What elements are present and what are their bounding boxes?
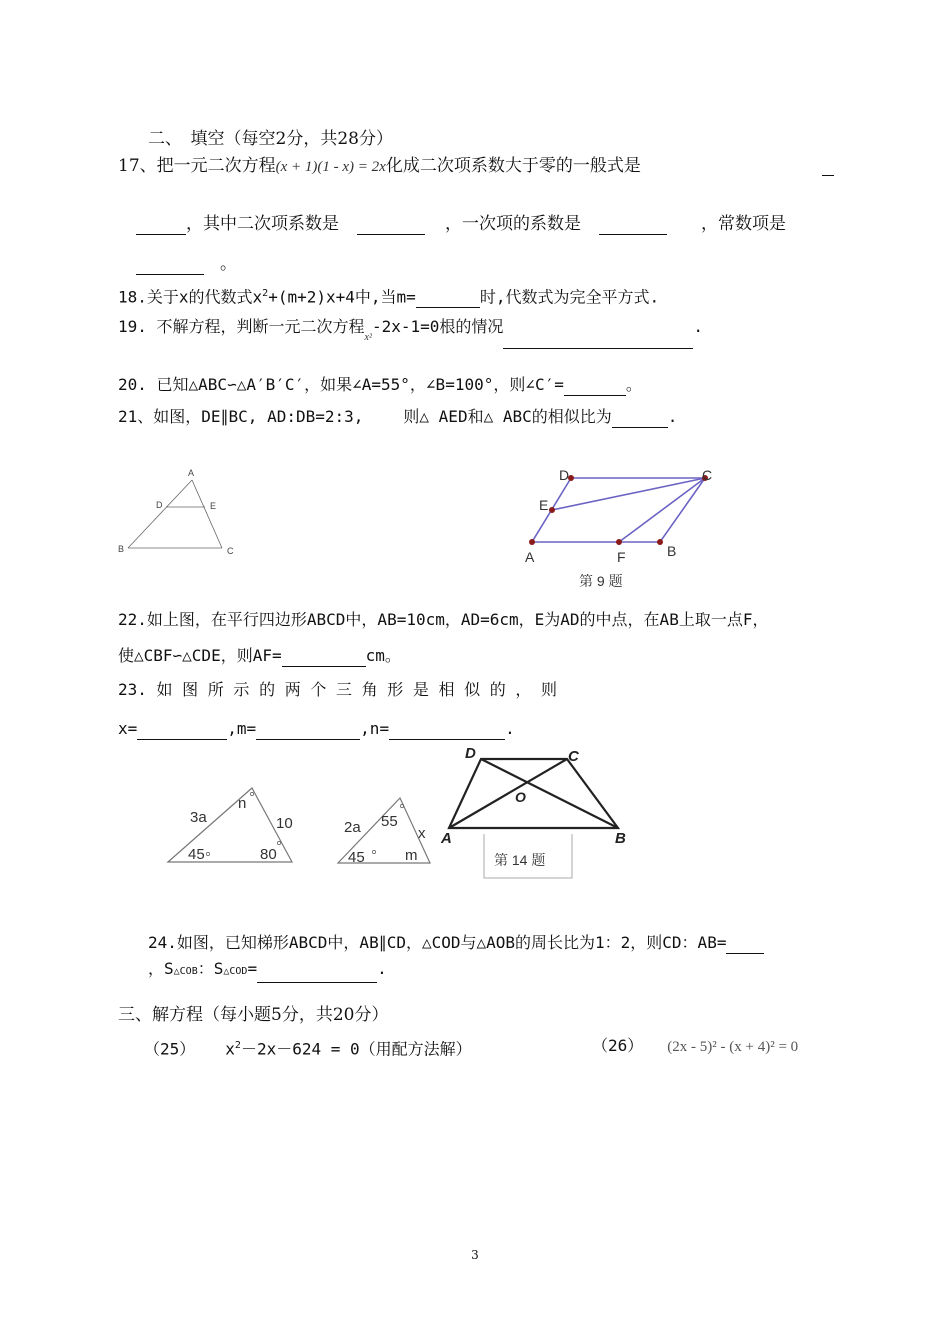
answer-blank[interactable] (612, 409, 668, 428)
question-22-line2 (118, 645, 401, 667)
q18-text: +(m+2)x+4中,当m= (268, 287, 416, 307)
question-23-line1: 23. 如 图 所 示 的 两 个 三 角 形 是 相 似 的 ， 则 (118, 680, 558, 699)
answer-blank[interactable] (256, 721, 360, 740)
angle-label: 45 (348, 849, 365, 866)
label-C: C (702, 467, 713, 483)
section-title: 二、 填空（每空2分，共28分） (148, 129, 393, 149)
angle-label: 45 (188, 846, 205, 863)
q23-text: ,m= (227, 719, 257, 738)
figure-9-parallelogram (515, 462, 725, 592)
q25-text: －2x－624 = 0（用配方法解） (240, 1039, 472, 1059)
q22-text: 使△CBF∽△CDE，则AF= (118, 646, 282, 665)
label-D: D (156, 500, 163, 510)
question-26 (592, 1035, 798, 1058)
q23-text: x= (118, 719, 138, 738)
q23-text: . (505, 719, 515, 738)
label-C: C (568, 748, 579, 765)
q19-text: . (693, 317, 704, 336)
answer-blank[interactable] (416, 289, 480, 308)
answer-blank[interactable] (389, 721, 505, 740)
label-A: A (525, 549, 535, 565)
question-22-line1: 22.如上图，在平行四边形ABCD中，AB=10cm，AD=6cm，E为AD的中点，在AB上取一点F， (118, 610, 769, 629)
label-O: O (515, 789, 526, 805)
label-B: B (118, 544, 125, 554)
answer-blank[interactable] (503, 330, 693, 349)
section-title: 三、解方程（每小题5分，共20分） (118, 1005, 389, 1025)
q21-text: 则△ AED和△ ABC的相似比为 (403, 407, 612, 426)
q24-text: ，S (148, 959, 174, 978)
q21-text: 21、如图，DE∥BC, AD:DB=2:3, (118, 407, 364, 426)
answer-blank[interactable] (357, 216, 425, 235)
q17-prefix: 17、把一元二次方程 (118, 156, 276, 176)
question-20 (118, 374, 642, 396)
q17-text: ，一次项的系数是 (445, 214, 581, 234)
angle-label: n (238, 795, 247, 812)
label-A: A (188, 468, 195, 478)
side-label: 10 (276, 815, 293, 832)
figure-caption: 第 9 题 (579, 573, 623, 589)
q25-sup: 2 (234, 1040, 241, 1051)
q20-text: 20. 已知△ABC∽△A′B′C′，如果∠A=55°，∠B=100°，则∠C′= (118, 375, 564, 394)
question-19 (118, 316, 703, 349)
angle-label: 55 (381, 813, 398, 830)
q24-subscript: △COB (173, 966, 198, 977)
figure-q21-triangle (112, 462, 242, 562)
q17-text: ，其中二次项系数是 (186, 214, 339, 234)
page-number: 3 (471, 1248, 479, 1262)
label-C: C (227, 546, 234, 556)
q18-text: 18.关于x的代数式x (118, 287, 263, 307)
label-E: E (539, 497, 549, 513)
question-17-line1 (118, 155, 641, 178)
q19-text: -2x-1=0根的情况 (371, 317, 504, 336)
q19-text: 19. 不解方程，判断一元二次方程 (118, 317, 365, 336)
figure-caption: 第 14 题 (494, 852, 546, 868)
question-23-line2 (118, 718, 515, 740)
q17-text: ，常数项是 (701, 214, 786, 234)
side-label: x (418, 825, 426, 842)
q17-equation: (x + 1)(1 - x) = 2x (275, 159, 386, 175)
question-17-line2 (136, 213, 786, 235)
q25-text: x (225, 1039, 235, 1059)
q23-text: ,n= (360, 719, 390, 738)
q18-text: 时,代数式为完全平方式. (479, 287, 660, 307)
figure-triangle-2 (332, 790, 442, 870)
answer-blank[interactable] (257, 964, 377, 983)
label-D: D (465, 745, 476, 762)
q17-end: 。 (220, 254, 237, 274)
q24-text: ：S (197, 959, 224, 978)
q26-equation: (2x - 5)² - (x + 4)² = 0 (667, 1039, 799, 1055)
label-E: E (210, 501, 217, 511)
question-21 (118, 406, 677, 428)
q20-text: 。 (625, 375, 642, 394)
label-A: A (441, 830, 452, 847)
answer-blank[interactable] (564, 377, 626, 396)
question-24-line1 (148, 932, 764, 954)
q26-label: （26） (592, 1036, 644, 1055)
q18-sup: 2 (262, 288, 269, 299)
figure-14-trapezoid (437, 742, 637, 882)
answer-blank[interactable] (822, 157, 834, 176)
label-B: B (667, 543, 677, 559)
q21-text: . (667, 407, 678, 426)
question-18 (118, 283, 659, 308)
q25-label: （25） (144, 1039, 196, 1059)
q24-text: 24.如图，已知梯形ABCD中，AB∥CD，△COD与△AOB的周长比为1：2，则CD：AB= (148, 933, 727, 952)
answer-blank[interactable] (282, 648, 366, 667)
q17-suffix: 化成二次项系数大于零的一般式是 (385, 156, 641, 176)
answer-blank[interactable] (136, 256, 204, 275)
side-label: 3a (190, 809, 207, 826)
question-25 (144, 1035, 472, 1060)
label-F: F (617, 549, 626, 565)
label-D: D (559, 467, 570, 483)
label-B: B (615, 830, 626, 847)
answer-blank[interactable] (599, 216, 667, 235)
answer-blank[interactable] (726, 935, 764, 954)
q22-text: cm。 (365, 646, 401, 665)
question-17-line3 (136, 253, 237, 275)
q24-subscript: △COD (223, 966, 248, 977)
angle-label: 80 (260, 846, 277, 863)
q19-math: x² (364, 332, 372, 343)
q24-text: = (247, 959, 258, 978)
answer-blank[interactable] (136, 216, 186, 235)
side-label: 2a (344, 819, 361, 836)
q24-text: . (377, 959, 387, 978)
answer-blank[interactable] (137, 721, 227, 740)
question-24-line2 (148, 958, 387, 983)
figure-triangle-1 (160, 780, 300, 870)
angle-label: m (405, 847, 418, 864)
